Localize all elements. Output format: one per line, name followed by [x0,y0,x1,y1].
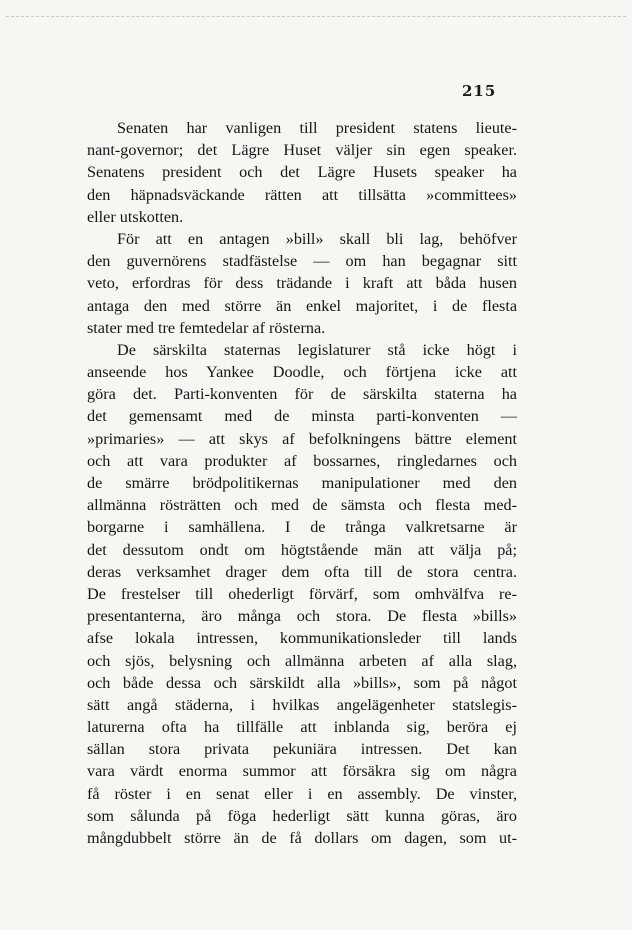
text-line: mångdubbelt större än de få dollars om dagen, som ut- [87,829,517,847]
page-top-edge-rule [6,16,626,17]
paragraph-committees [87,117,517,228]
text-line: För att en antagen »bill» skall bli lag, behöfver [117,229,517,248]
text-line: göra det. Parti-konventen för de särskilta staterna ha [87,385,517,404]
text-line: de smärre brödpolitikernas manipulationer med den [87,474,517,492]
text-line: och sjös, belysning och allmänna arbeten af alla slag, [87,651,517,670]
text-line: afse lokala intressen, kommunikationsleder till lands [87,629,517,648]
text-line: presentanterna, äro många och stora. De flesta »bills» [87,607,517,626]
text-line: och att vara produkter af bossarnes, ringledarnes och [87,451,517,470]
text-line: deras verksamhet drager dem ofta till de stora centra. [87,562,517,581]
text-line: borgarne i samhällena. I de trånga valkretsarne är [87,518,517,537]
text-line: få röster i en senat eller i en assembly. De vinster, [87,784,517,803]
text-line: den guvernörens stadfästelse — om han begagnar sitt [87,252,517,271]
text-line: De särskilta staternas legislaturer stå icke högt i [117,340,517,359]
text-line: stater med tre femtedelar af rösterna. [87,318,326,337]
text-line: vara värdt enorma summor att försäkra sig om några [87,762,517,781]
paragraph-legislatures [87,339,517,849]
text-line: eller utskotten. [87,207,184,226]
text-line: den häpnadsväckande rätten att tillsätta »committees» [87,185,517,204]
text-line: som sålunda på föga hederligt sätt kunna göras, äro [87,806,517,825]
text-line: De frestelser till ohederligt förvärf, som omhvälfva re- [87,584,517,603]
text-line: och både dessa och särskildt alla »bills», som på något [87,673,517,692]
text-line: sätt angå städerna, i hvilkas angelägenheter statslegis- [87,695,517,714]
page-number: 215 [462,82,497,100]
text-line: laturerna ofta ha tillfälle att inblanda sig, beröra ej [87,718,517,737]
text-line: »primaries» — att skys af befolkningens bättre element [87,429,517,448]
text-line: sällan stora privata pekuniära intressen. Det kan [87,740,517,759]
text-line: allmänna rösträtten och med de sämsta och flesta med- [87,496,517,515]
body-text [87,117,517,849]
text-line: antaga den med större än enkel majoritet, i de flesta [87,296,517,315]
text-line: Senatens president och det Lägre Husets speaker ha [87,163,517,182]
text-line: Senaten har vanligen till president statens lieute- [117,119,517,137]
paragraph-bill-veto [87,228,517,339]
text-line: nant-governor; det Lägre Huset väljer sin egen speaker. [87,141,517,160]
text-line: anseende hos Yankee Doodle, och förtjena icke att [87,363,517,382]
text-line: det dessutom ondt om högtstående män att välja på; [87,540,517,559]
text-line: veto, erfordras för dess trädande i kraft att båda husen [87,274,517,293]
text-line: det gemensamt med de minsta parti-konventen — [87,407,517,426]
